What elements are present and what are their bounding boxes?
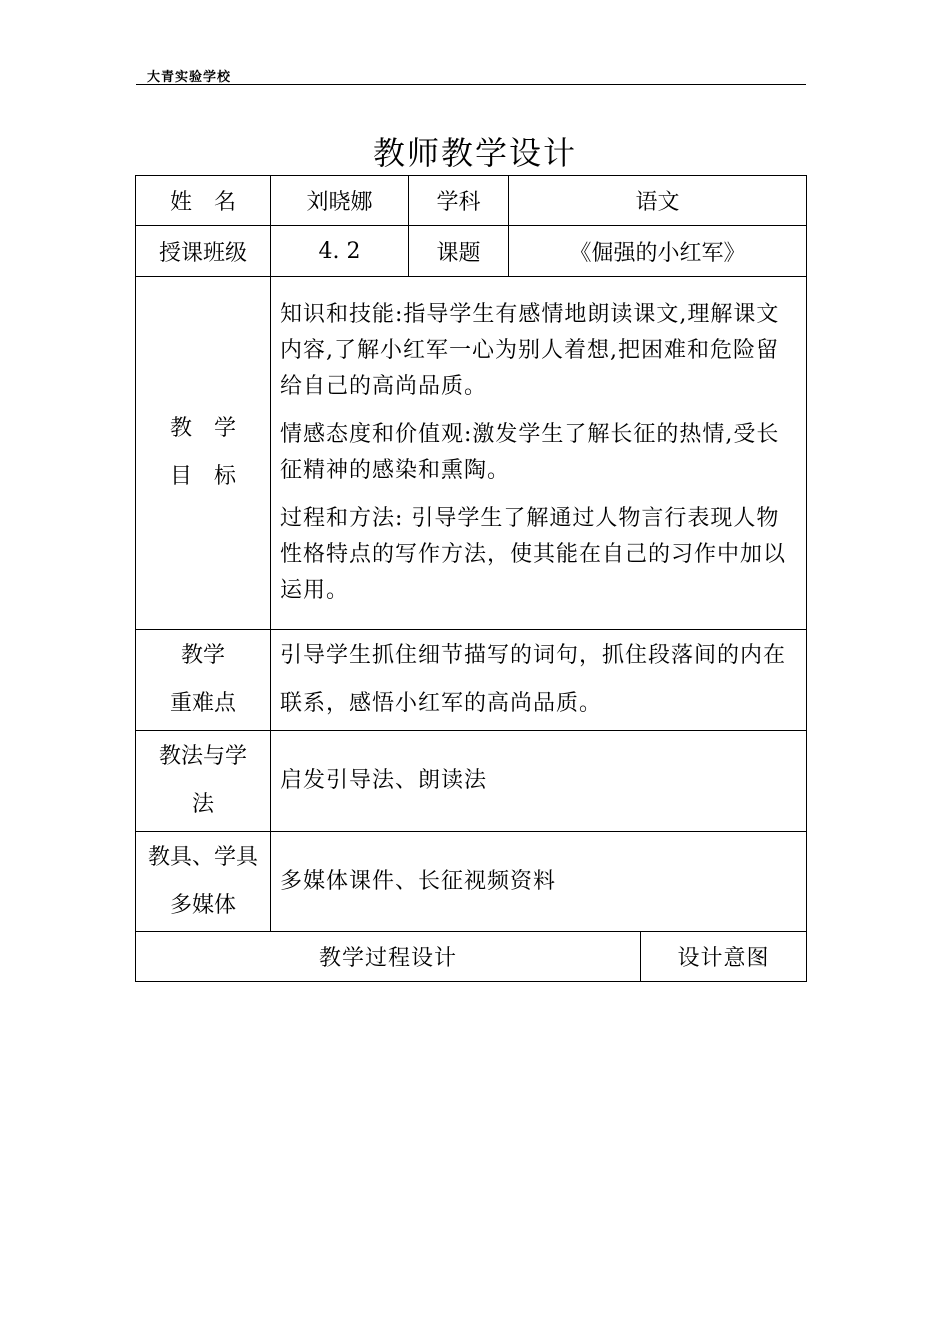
goal-process: 过程和方法: 引导学生了解通过人物言行表现人物性格特点的写作方法，使其能在自己的习作中加以运用。: [280, 506, 787, 603]
goals-label-line1: 教 学: [169, 416, 236, 441]
subject-value: 语文: [509, 176, 807, 226]
goal-knowledge: 知识和技能:指导学生有感情地朗读课文,理解课文内容,了解小红军一心为别人着想,把困难和危险留给自己的高尚品质。: [280, 302, 780, 399]
row-name: [136, 176, 807, 226]
methods-label-line1: 教法与学: [158, 744, 247, 769]
methods-label-line2: 法: [191, 792, 214, 817]
process-design-label: 教学过程设计: [136, 932, 641, 982]
page-title: 教师教学设计: [372, 134, 577, 172]
tools-label-line2: 多媒体: [169, 892, 236, 918]
goals-label: [136, 277, 271, 630]
methods-content: 启发引导法、朗读法: [271, 731, 807, 832]
row-class: [136, 226, 807, 277]
goals-label-line2: 目 标: [169, 464, 236, 489]
key-points-label-line1: 教学: [180, 643, 225, 668]
header-rule: [136, 84, 806, 85]
name-label: 姓 名: [136, 176, 271, 226]
goal-emotion: 情感态度和价值观:激发学生了解长征的热情,受长征精神的感染和熏陶。: [280, 422, 780, 483]
design-intent-label: 设计意图: [641, 932, 807, 982]
topic-label: 课题: [409, 226, 509, 277]
row-tools: [136, 832, 807, 932]
key-points-label: [136, 630, 271, 731]
tools-content: 多媒体课件、长征视频资料: [271, 832, 807, 932]
school-name: 大青实验学校: [147, 70, 232, 85]
row-key-points: [136, 630, 807, 731]
lesson-plan-table: [135, 175, 807, 982]
subject-label: 学科: [409, 176, 509, 226]
name-value: 刘晓娜: [271, 176, 409, 226]
class-label: 授课班级: [136, 226, 271, 277]
row-process: [136, 932, 807, 982]
topic-value: 《倔强的小红军》: [509, 226, 807, 277]
tools-label: [136, 832, 271, 932]
row-goals: [136, 277, 807, 630]
row-methods: [136, 731, 807, 832]
key-points-content: 引导学生抓住细节描写的词句，抓住段落间的内在联系，感悟小红军的高尚品质。: [271, 630, 807, 731]
key-points-label-line2: 重难点: [169, 691, 236, 716]
tools-label-line1: 教具、学具: [147, 844, 258, 870]
goals-content: [271, 277, 807, 630]
class-value: 4. 2: [271, 226, 409, 277]
methods-label: [136, 731, 271, 832]
